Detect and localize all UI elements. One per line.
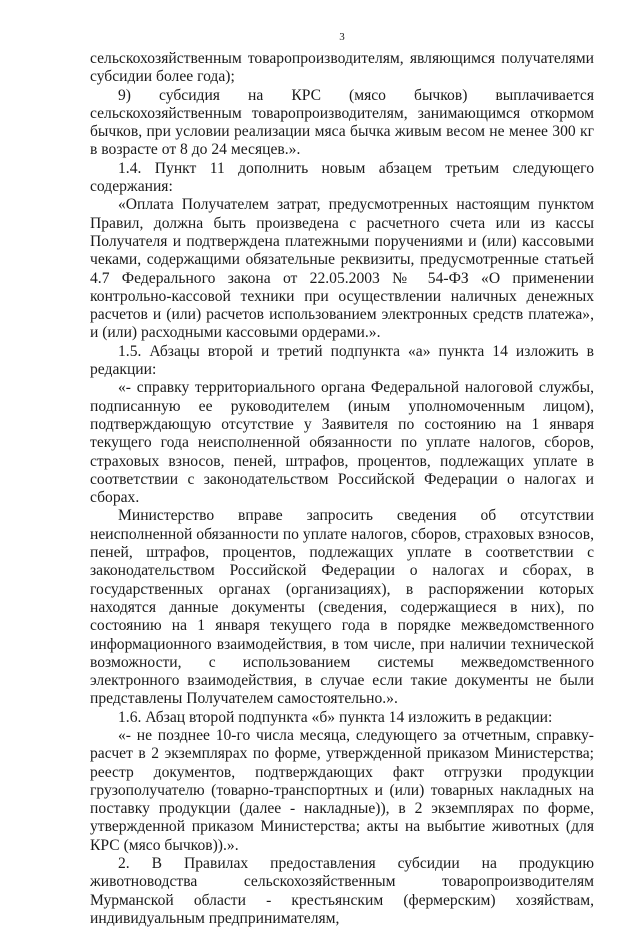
paragraph-quote-payment: «Оплата Получателем затрат, предусмотренных настоящим пунктом Правил, должна быть произведена с расчетного счета или из кассы Получателя и подтверждена платежными поручениями и (или) кассовыми чеками, содержащими обязательные реквизиты, предусмотренные статьей 4.7 Федерального закона от 22.05.2003 № 54-ФЗ «О применении контрольно-кассовой техники при осуществлении наличных денежных расчетов и (или) расчетов использованием электронных средств платежа», и (или) расходными кассовыми ордерами.». [90,196,594,342]
paragraph-section-1-4: 1.4. Пункт 11 дополнить новым абзацем третьим следующего содержания: [90,159,594,196]
paragraph-continuation: сельскохозяйственным товаропроизводителям, являющимся получателями субсидии более года); [90,50,594,86]
paragraph-section-1-6: 1.6. Абзац второй подпункта «б» пункта 14 изложить в редакции: [118,708,553,726]
document-body [90,50,594,928]
paragraph-item-9: 9) субсидия на КРС (мясо бычков) выплачивается сельскохозяйственным товаропроизводителям, занимающимся откормом бычков, при условии реализации мяса бычка живым весом не менее 300 кг в возрасте от 8 до 24 месяцев.». [90,86,594,159]
paragraph-section-1-5: 1.5. Абзацы второй и третий подпункта «а» пункта 14 изложить в редакции: [90,342,594,379]
paragraph-ministry-request: Министерство вправе запросить сведения об отсутствии неисполненной обязанности по уплате налогов, сборов, страховых взносов, пеней, штрафов, процентов, подлежащих уплате в соответствии с законодательством Российской Федерации о налогах и сборах, в государственных органах (организациях), в распоряжении которых находятся данные документы (сведения, содержащиеся в них), по состоянию на 1 января текущего года в порядке межведомственного информационного взаимодействия, в том числе, при наличии технической возможности, с использованием системы межведомственного электронного взаимодействия, в случае если такие документы не были представлены Получателем самостоятельно.». [90,507,594,708]
paragraph-section-2: 2. В Правилах предоставления субсидии на продукцию животноводства сельскохозяйственным товаропроизводителям Мурманской области - крестьянским (фермерским) хозяйствам, индивидуальным предпринимателям, [90,855,594,927]
paragraph-quote-tax-certificate: «- справку территориального органа Федеральной налоговой службы, подписанную ее руководителем (иным уполномоченным лицом), подтверждающую отсутствие у Заявителя по состоянию на 1 января текущего года неисполненной обязанности по уплате налогов, сборов, страховых взносов, пеней, штрафов, процентов, подлежащих уплате в соответствии с законодательством Российской Федерации о налогах и сборах. [90,379,594,507]
paragraph-quote-report: «- не позднее 10-го числа месяца, следующего за отчетным, справку-расчет в 2 экземплярах по форме, утвержденной приказом Министерства; реестр документов, подтверждающих факт отгрузки продукции грузополучателю (товарно-транспортных и (или) товарных накладных на поставку продукции (далее - накладные)), в 2 экземплярах по форме, утвержденной приказом Министерства; акты на выбытие животных (для КРС (мясо бычков)).». [90,726,594,854]
page-number: 3 [339,31,345,43]
